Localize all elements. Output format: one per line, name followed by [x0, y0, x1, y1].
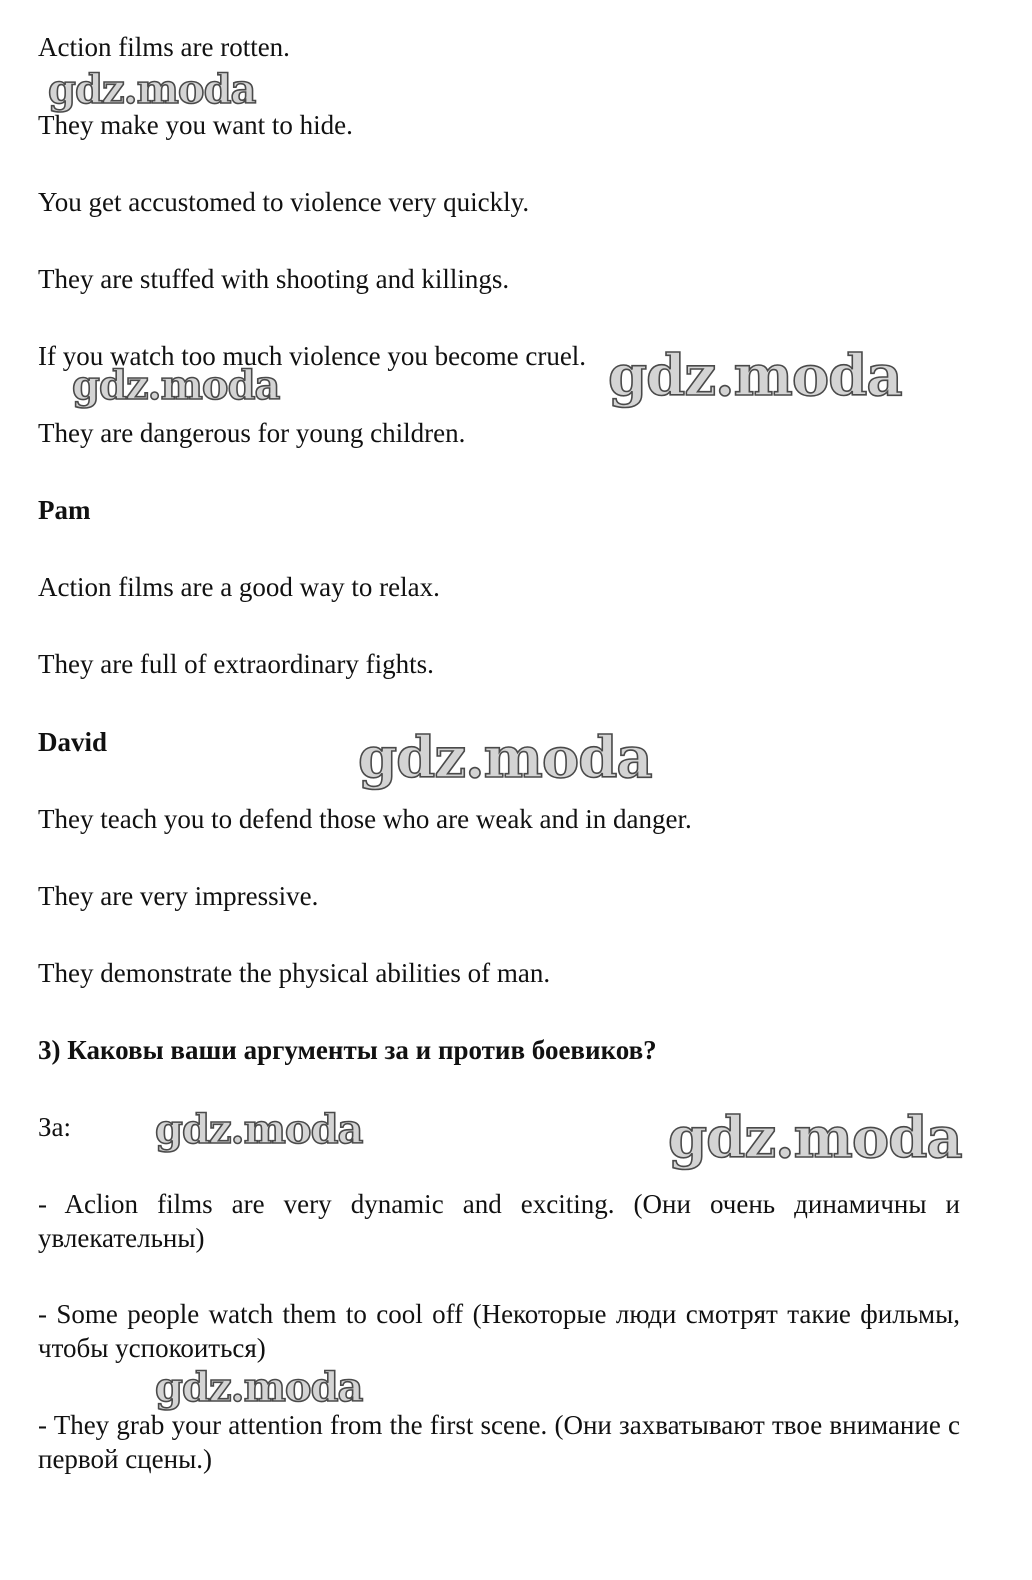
- question-heading: 3) Каковы ваши аргументы за и против боевиков?: [38, 1035, 657, 1065]
- pro-argument: - Aclion films are very dynamic and exciting. (Они очень динамичны и увлекательны): [38, 1189, 960, 1253]
- watermark-logo: gdz.moda: [358, 725, 652, 791]
- argument-line: They are dangerous for young children.: [38, 418, 466, 448]
- speaker-name-david: David: [38, 727, 108, 757]
- argument-line: They are full of extraordinary fights.: [38, 649, 434, 679]
- argument-line: You get accustomed to violence very quickly.: [38, 187, 530, 217]
- watermark-logo: gdz.moda: [155, 1364, 363, 1411]
- argument-line: Action films are rotten.: [38, 32, 290, 62]
- pro-argument: - Some people watch them to cool off (Некоторые люди смотрят такие фильмы, чтобы успокоиться): [38, 1299, 960, 1363]
- argument-line: They are very impressive.: [38, 881, 319, 911]
- argument-line: They demonstrate the physical abilities of man.: [38, 958, 551, 988]
- pro-argument: - They grab your attention from the first scene. (Они захватывают твое внимание с первой сцены.): [38, 1410, 960, 1474]
- watermark-logo: gdz.moda: [48, 66, 256, 113]
- pros-label: За:: [38, 1112, 72, 1142]
- speaker-name-pam: Pam: [38, 495, 91, 525]
- argument-line: If you watch too much violence you become cruel.: [38, 341, 587, 371]
- argument-line: They make you want to hide.: [38, 110, 353, 140]
- watermark-logo: gdz.moda: [668, 1105, 962, 1171]
- argument-line: They are stuffed with shooting and killings.: [38, 264, 510, 294]
- argument-line: Action films are a good way to relax.: [38, 572, 440, 602]
- watermark-logo: gdz.moda: [155, 1106, 363, 1153]
- watermark-logo: gdz.moda: [608, 343, 902, 409]
- watermark-logo: gdz.moda: [72, 362, 280, 409]
- argument-line: They teach you to defend those who are weak and in danger.: [38, 804, 692, 834]
